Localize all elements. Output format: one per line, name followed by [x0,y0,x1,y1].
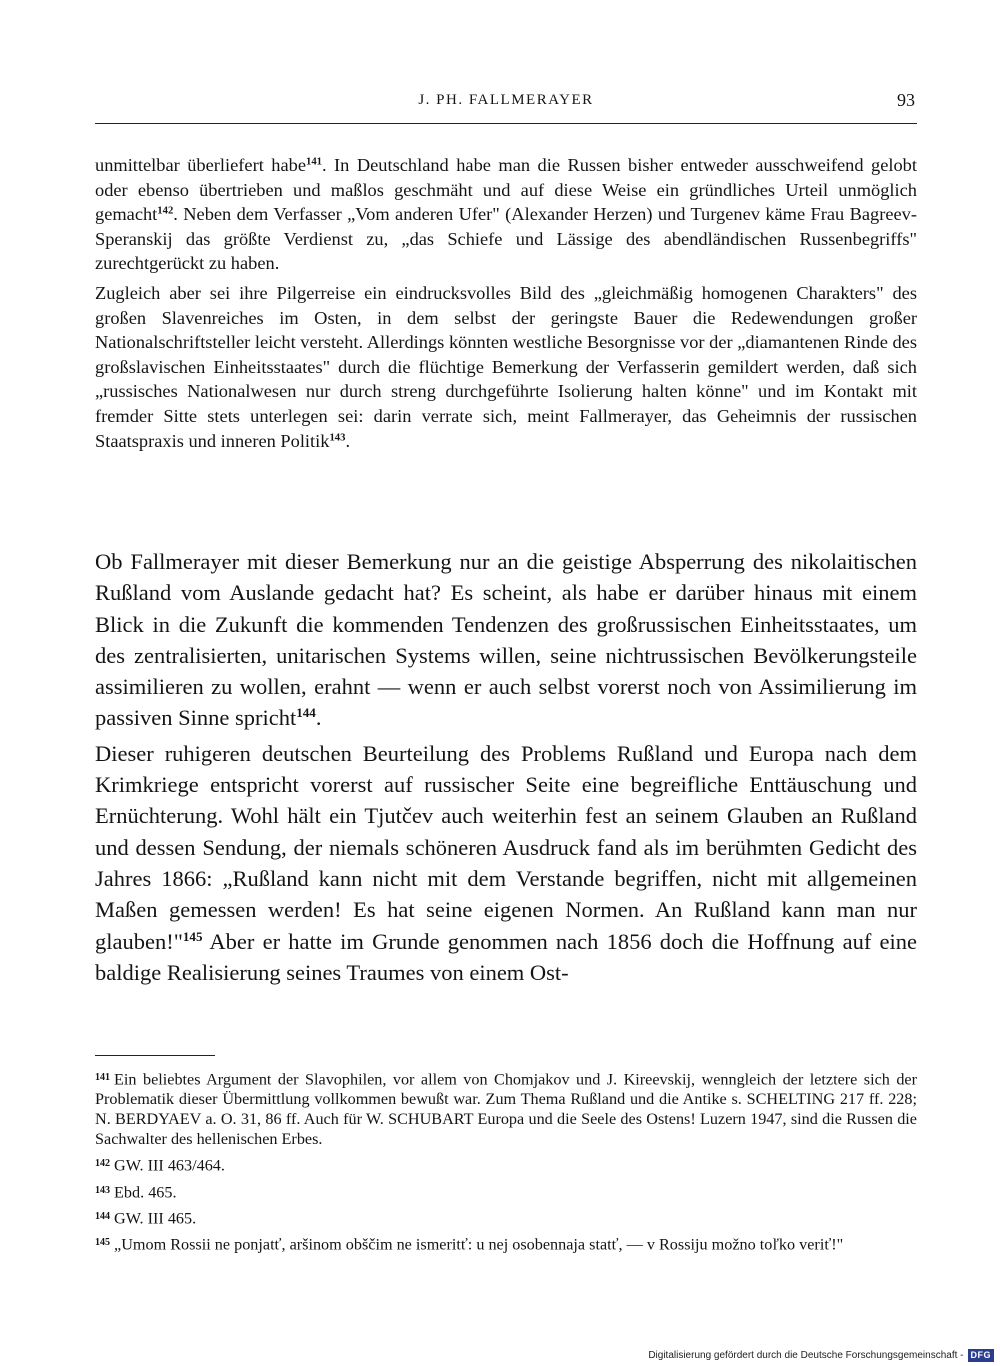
footnote-text: „Umom Rossii ne ponjatť, aršinom obščim ne ismeritť: u nej osobennaja statť, — v Rossiju možno toľko veriť!" [114,1235,844,1254]
footnote-145 [95,1233,917,1255]
main-paragraph-1 [95,546,917,734]
quote-p2-text-2: . [345,430,351,451]
main-text-block [95,546,917,992]
footnote-text: Ein beliebtes Argument der Slavophilen, vor allem von Chomjakov und J. Kireevskij, wenngleich der letztere sich der Problematik dieser Übermittlung vollkommen bewußt war. Zum Thema Rußland und die Antike s. SCHELTING 217 ff. 228; N. BERDYAEV a. O. 31, 86 ff. Auch für W. SCHUBART Europa und die Seele des Ostens! Luzern 1947, sind die Russen die Sachwalter des hellenischen Erbes. [95,1070,917,1149]
footnote-rule [95,1055,215,1056]
footnote-text: GW. III 465. [114,1209,197,1228]
main-p1-text-1: Ob Fallmerayer mit dieser Bemerkung nur an die geistige Absperrung des nikolaitischen Rußland vom Auslande gedacht hat? Es scheint, als habe er darüber hinaus mit einem Blick in die Zukunft die kommenden Tendenzen des großrussischen Einheitsstaates, um des zentralisierten, unitarischen Systems willen, seine nichtrussischen Bevölkerungsteile assimilieren zu wollen, erahnt — wenn er auch selbst vorerst noch von Assimilierung im passiven Sinne spricht [95,549,917,731]
footnote-number: 145 [95,1237,111,1249]
footnotes [95,1068,917,1260]
quote-p1-text-3: . Neben dem Verfasser „Vom anderen Ufer" (Alexander Herzen) und Turgenev käme Frau Bagreev-Speranskij das größte Verdienst zu, „das Schiefe und Lässige des abendländischen Russenbegriffs" zurechtgerückt zu haben. [95,204,917,274]
main-p2-text-1: Dieser ruhigeren deutschen Beurteilung des Problems Rußland und Europa nach dem Krimkriege entspricht vorerst auf russischer Seite eine begreifliche Enttäuschung und Ernüchterung. Wohl hält ein Tjutčev auch weiterhin fest an seinem Glauben an Rußland und dessen Sendung, der niemals schöneren Ausdruck fand als im berühmten Gedicht des Jahres 1866: „Rußland kann nicht mit dem Verstande begriffen, nicht mit allgemeinen Maßen gemessen werden! Es hat seine eigenen Normen. An Rußland kann man nur glauben!" [95,740,917,954]
footnote-number: 142 [95,1158,111,1170]
footnote-ref-145: 145 [182,928,203,944]
main-paragraph-2 [95,738,917,988]
footnote-text: Ebd. 465. [114,1183,177,1202]
quote-p2-text-1: Zugleich aber sei ihre Pilgerreise ein eindrucksvolles Bild des „gleichmäßig homogenen Charakters" des großen Slavenreiches im Osten, in dem selbst der geringste Bauer die Redewendungen großer Nationalschriftsteller leicht versteht. Allerdings könnten westliche Besorgnisse vor der „diamantenen Rinde des großslavischen Einheitsstaates" durch die flüchtige Bemerkung der Verfasserin gemildert werden, daß sich „russisches Nationalwesen nur durch streng durchgeführte Isolierung halten könne" und im Kontakt mit fremder Sitte stets unterlegen sei: darin verrate sich, meint Fallmerayer, das Geheimnis der russischen Staatspraxis und inneren Politik [95,282,917,451]
footnote-number: 143 [95,1184,111,1196]
quote-p1-text-1: unmittelbar überliefert habe [95,155,306,175]
footnote-141 [95,1068,917,1150]
footnote-ref-141: 141 [306,155,322,168]
footnote-142 [95,1154,917,1176]
header-rule [95,123,917,124]
footnote-143 [95,1181,917,1203]
quote-paragraph-1 [95,153,917,276]
footnote-number: 144 [95,1210,111,1222]
quote-paragraph-2 [95,281,917,453]
dfg-logo: DFG [968,1349,995,1362]
footnote-144 [95,1207,917,1229]
running-head [95,90,917,116]
footnote-text: GW. III 463/464. [114,1156,225,1175]
footnote-ref-142: 142 [157,204,174,217]
footnote-number: 141 [95,1072,111,1083]
footnote-ref-143: 143 [329,431,346,444]
footnote-ref-144: 144 [296,705,316,721]
quoted-summary-block [95,153,917,458]
quote-p1-text-2: . In Deutschland habe man die Russen bisher entweder ausschweifend gelobt oder ebenso übertrieben und maßlos geschmäht und auf diese Weise ein gründliches Urteil unmöglich gemacht [95,155,917,225]
page-number: 93 [897,90,915,110]
digitization-credit-text: Digitalisierung gefördert durch die Deutsche Forschungsgemeinschaft - [648,1350,964,1361]
running-title: J. PH. FALLMERAYER [418,92,594,108]
main-p1-text-2: . [315,705,322,731]
digitization-credit [648,1349,994,1362]
main-p2-text-2: Aber er hatte im Grunde genommen nach 1856 doch die Hoffnung auf eine baldige Realisierung seines Traumes von einem Ost- [95,928,917,985]
